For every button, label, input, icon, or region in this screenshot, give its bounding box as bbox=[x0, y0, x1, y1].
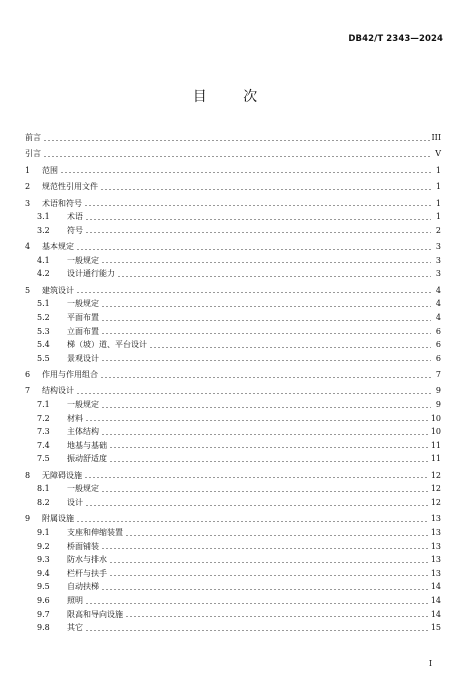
toc-entry-label: 规范性引用文件 bbox=[42, 182, 98, 192]
toc-entry-number: 7.1 bbox=[37, 400, 50, 410]
toc-entry-page: 13 bbox=[430, 555, 441, 565]
toc-entry-number: 5.2 bbox=[37, 312, 50, 322]
toc-entry-label: 建筑设计 bbox=[42, 285, 74, 295]
toc-entry-number: 7.2 bbox=[37, 413, 50, 423]
toc-entry-label: 范围 bbox=[42, 165, 58, 175]
document-code: DB42/T 2343—2024 bbox=[348, 34, 443, 44]
toc-dot-leader bbox=[84, 205, 431, 206]
toc-entry-number: 8.1 bbox=[37, 484, 50, 494]
toc-entry-number: 9.4 bbox=[37, 568, 50, 578]
toc-entry[interactable] bbox=[25, 338, 441, 352]
toc-entry[interactable] bbox=[25, 425, 441, 439]
toc-dot-leader bbox=[85, 420, 429, 421]
toc-entry-page: 1 bbox=[435, 165, 441, 175]
toc-entry-label: 材料 bbox=[67, 413, 83, 423]
toc-entry[interactable] bbox=[25, 553, 441, 567]
toc-dot-leader bbox=[85, 630, 429, 631]
toc-entry[interactable] bbox=[25, 384, 441, 398]
toc-dot-leader bbox=[76, 393, 431, 394]
toc-entry-number: 3.1 bbox=[37, 212, 50, 222]
toc-dot-leader bbox=[117, 276, 431, 277]
toc-entry[interactable] bbox=[25, 540, 441, 554]
toc-entry-number: 7 bbox=[25, 386, 31, 396]
toc-entry-page: 1 bbox=[435, 182, 441, 192]
toc-entry-number: 8 bbox=[25, 470, 31, 480]
toc-entry[interactable] bbox=[25, 224, 441, 238]
toc-entry-number: 9.3 bbox=[37, 555, 50, 565]
toc-entry-number: 6 bbox=[25, 370, 31, 380]
toc-entry-page: 4 bbox=[435, 299, 441, 309]
toc-entry[interactable] bbox=[25, 594, 441, 608]
toc-entry-page: 6 bbox=[435, 326, 441, 336]
toc-entry[interactable] bbox=[25, 180, 441, 194]
toc-entry-page: 15 bbox=[430, 623, 441, 633]
toc-dot-leader bbox=[101, 548, 429, 549]
toc-entry-label: 立面布置 bbox=[67, 326, 99, 336]
toc-entry-number: 9.7 bbox=[37, 609, 50, 619]
toc-entry-label: 地基与基础 bbox=[67, 440, 107, 450]
toc-entry-number: 7.4 bbox=[37, 440, 50, 450]
toc-entry-page: III bbox=[431, 133, 441, 142]
toc-dot-leader bbox=[101, 407, 431, 408]
toc-entry-label: 设计 bbox=[67, 498, 83, 508]
toc-entry[interactable] bbox=[25, 412, 441, 426]
toc-entry[interactable] bbox=[25, 621, 441, 635]
toc-entry-page: 14 bbox=[430, 582, 441, 592]
toc-entry-page: 7 bbox=[435, 370, 441, 380]
toc-entry[interactable] bbox=[25, 567, 441, 581]
toc-entry[interactable] bbox=[25, 398, 441, 412]
toc-dot-leader bbox=[109, 575, 429, 576]
toc-entry-label: 一般规定 bbox=[67, 299, 99, 309]
toc-entry[interactable] bbox=[25, 512, 441, 526]
toc-entry[interactable] bbox=[25, 164, 441, 178]
toc-entry-page: 12 bbox=[430, 484, 441, 494]
toc-entry[interactable] bbox=[25, 496, 441, 510]
toc-entry-label: 栏杆与扶手 bbox=[67, 568, 107, 578]
toc-dot-leader bbox=[76, 521, 429, 522]
toc-entry-number: 5.5 bbox=[37, 353, 50, 363]
toc-entry[interactable] bbox=[25, 439, 441, 453]
toc-dot-leader bbox=[43, 140, 430, 141]
toc-entry[interactable] bbox=[25, 352, 441, 366]
toc-entry-number: 7.5 bbox=[37, 454, 50, 464]
toc-entry-page: 3 bbox=[435, 269, 441, 279]
toc-dot-leader bbox=[101, 360, 431, 361]
toc-entry-number: 9.6 bbox=[37, 595, 50, 605]
toc-entry[interactable] bbox=[25, 197, 441, 211]
toc-dot-leader bbox=[84, 477, 429, 478]
toc-entry[interactable] bbox=[25, 368, 441, 382]
toc-entry[interactable] bbox=[25, 210, 441, 224]
toc-entry-label: 景观设计 bbox=[67, 353, 99, 363]
toc-entry-label: 符号 bbox=[67, 225, 83, 235]
toc-entry-label: 照明 bbox=[67, 595, 83, 605]
toc-entry-page: 11 bbox=[430, 440, 441, 450]
toc-entry[interactable] bbox=[25, 297, 441, 311]
toc-entry-page: 11 bbox=[430, 454, 441, 464]
toc-entry[interactable] bbox=[25, 526, 441, 540]
toc-entry-label: 防水与排水 bbox=[67, 555, 107, 565]
toc-entry-label: 一般规定 bbox=[67, 484, 99, 494]
toc-entry-page: 9 bbox=[435, 386, 441, 396]
page-title: 目 次 bbox=[192, 89, 274, 105]
toc-dot-leader bbox=[125, 616, 429, 617]
toc-dot-leader bbox=[85, 232, 431, 233]
toc-entry[interactable] bbox=[25, 469, 441, 483]
toc-entry-number: 9.1 bbox=[37, 528, 50, 537]
toc-entry-page: 13 bbox=[430, 568, 441, 578]
toc-entry-label: 引言 bbox=[25, 149, 41, 159]
toc-entry-page: 10 bbox=[430, 427, 441, 437]
toc-entry-page: 6 bbox=[435, 353, 441, 363]
toc-dot-leader bbox=[85, 603, 429, 604]
toc-entry-page: 2 bbox=[435, 225, 441, 235]
toc-entry-label: 自动扶梯 bbox=[67, 582, 99, 592]
toc-entry-page: 4 bbox=[435, 285, 441, 295]
toc-entry-page: 10 bbox=[430, 413, 441, 423]
toc-entry-number: 2 bbox=[25, 182, 31, 192]
toc-entry-label: 支座和伸缩装置 bbox=[67, 528, 123, 537]
toc-entry-number: 5.3 bbox=[37, 326, 50, 336]
footer-page-number: I bbox=[428, 659, 432, 668]
toc-entry-page: 9 bbox=[435, 400, 441, 410]
toc-entry[interactable] bbox=[25, 311, 441, 325]
toc-entry-label: 术语 bbox=[67, 212, 83, 222]
toc-dot-leader bbox=[109, 562, 429, 563]
toc-dot-leader bbox=[101, 589, 429, 590]
toc-entry-number: 9.8 bbox=[37, 623, 50, 633]
toc-dot-leader bbox=[109, 447, 429, 448]
toc-entry-number: 8.2 bbox=[37, 498, 50, 508]
toc-dot-leader bbox=[85, 219, 431, 220]
toc-entry-page: 13 bbox=[430, 541, 441, 551]
toc-dot-leader bbox=[101, 491, 429, 492]
toc-entry-number: 5.4 bbox=[37, 340, 50, 350]
toc-entry-page: 14 bbox=[430, 609, 441, 619]
toc-entry[interactable] bbox=[25, 147, 441, 161]
toc-entry-number: 7.3 bbox=[37, 427, 50, 437]
toc-entry-number: 3.2 bbox=[37, 225, 50, 235]
toc-entry-page: 3 bbox=[435, 255, 441, 265]
toc-dot-leader bbox=[85, 505, 429, 506]
toc-entry-number: 5 bbox=[25, 285, 31, 295]
toc-entry-page: 1 bbox=[435, 198, 441, 208]
toc-entry-label: 桥面铺装 bbox=[67, 541, 99, 551]
toc-entry[interactable] bbox=[25, 267, 441, 281]
toc-dot-leader bbox=[125, 535, 429, 536]
toc-entry[interactable] bbox=[25, 482, 441, 496]
toc-entry-label: 振动舒适度 bbox=[67, 454, 107, 464]
toc-entry-page: 4 bbox=[435, 312, 441, 322]
toc-entry-label: 其它 bbox=[67, 623, 83, 633]
toc-entry-label: 限高和导向设施 bbox=[67, 609, 123, 619]
toc-entry[interactable] bbox=[25, 284, 441, 298]
toc-entry[interactable] bbox=[25, 325, 441, 339]
toc-entry-page: 3 bbox=[435, 242, 441, 252]
toc-entry-number: 4.1 bbox=[37, 255, 50, 265]
toc-entry-number: 5.1 bbox=[37, 299, 50, 309]
toc-dot-leader bbox=[100, 377, 431, 378]
toc-entry-page: V bbox=[435, 149, 441, 159]
toc-entry-label: 无障碍设施 bbox=[42, 470, 82, 480]
toc-entry[interactable] bbox=[25, 240, 441, 254]
toc-entry-page: 6 bbox=[435, 340, 441, 350]
toc-dot-leader bbox=[43, 156, 431, 157]
toc-entry[interactable] bbox=[25, 580, 441, 594]
toc-entry-label: 一般规定 bbox=[67, 255, 99, 265]
toc-entry-number: 1 bbox=[25, 165, 31, 175]
toc-dot-leader bbox=[101, 434, 429, 435]
toc-entry-label: 平面布置 bbox=[67, 312, 99, 322]
toc-entry-page: 1 bbox=[435, 212, 441, 222]
toc-entry-label: 基本规定 bbox=[42, 242, 74, 252]
toc-entry-page: 12 bbox=[430, 470, 441, 480]
toc-dot-leader bbox=[76, 249, 431, 250]
toc-dot-leader bbox=[76, 292, 431, 293]
toc-entry-page: 13 bbox=[430, 514, 441, 524]
toc-dot-leader bbox=[101, 306, 431, 307]
toc-entry-label: 作用与作用组合 bbox=[42, 370, 98, 380]
toc-entry-label: 梯（坡）道、平台设计 bbox=[67, 340, 147, 350]
toc-entry-number: 9.2 bbox=[37, 541, 50, 551]
toc-entry-label: 设计通行能力 bbox=[67, 269, 115, 279]
toc-entry-label: 主体结构 bbox=[67, 427, 99, 437]
toc-entry-label: 附属设施 bbox=[42, 514, 74, 524]
toc-entry[interactable] bbox=[25, 131, 441, 145]
toc-dot-leader bbox=[149, 347, 431, 348]
toc-entry-label: 前言 bbox=[25, 133, 41, 142]
toc-entry-label: 结构设计 bbox=[42, 386, 74, 396]
toc-dot-leader bbox=[101, 262, 431, 263]
toc-entry[interactable] bbox=[25, 608, 441, 622]
toc-entry-page: 13 bbox=[430, 528, 441, 537]
toc-entry-number: 9.5 bbox=[37, 582, 50, 592]
toc-entry-page: 14 bbox=[430, 595, 441, 605]
table-of-contents bbox=[25, 131, 441, 635]
toc-entry-number: 4 bbox=[25, 242, 31, 252]
toc-entry-number: 4.2 bbox=[37, 269, 50, 279]
toc-dot-leader bbox=[60, 172, 431, 173]
toc-dot-leader bbox=[100, 189, 431, 190]
toc-entry-number: 9 bbox=[25, 514, 31, 524]
toc-entry-number: 3 bbox=[25, 198, 31, 208]
toc-dot-leader bbox=[109, 461, 429, 462]
toc-entry[interactable] bbox=[25, 254, 441, 268]
toc-entry-label: 术语和符号 bbox=[42, 198, 82, 208]
toc-dot-leader bbox=[101, 320, 431, 321]
toc-entry-label: 一般规定 bbox=[67, 400, 99, 410]
toc-dot-leader bbox=[101, 333, 431, 334]
toc-entry-page: 12 bbox=[430, 498, 441, 508]
toc-entry[interactable] bbox=[25, 452, 441, 466]
